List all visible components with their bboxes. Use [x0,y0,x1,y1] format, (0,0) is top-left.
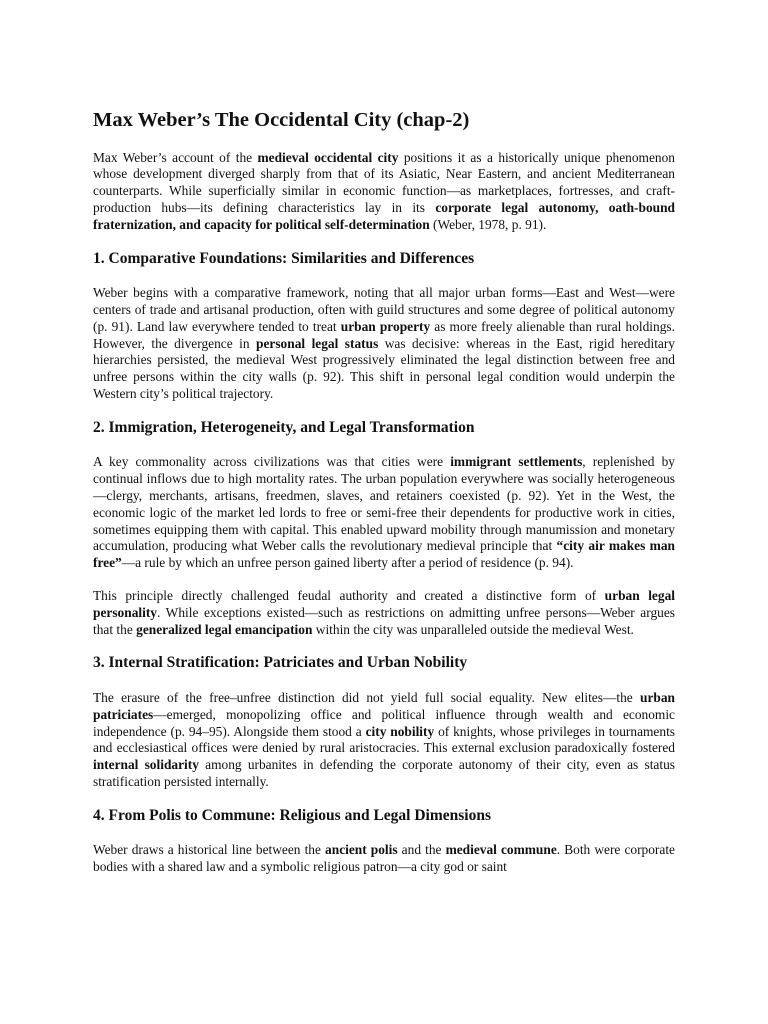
section-heading: 3. Internal Stratification: Patriciates and Urban Nobility [93,654,468,672]
text-run: within the city was unparalleled outside the medieval West. [312,621,634,637]
text-run: This principle directly challenged feudal authority and created a distinctive form of [93,587,605,603]
text-run: —emerged, monopolizing office and political influence through wealth and economic independence (p. 94–95). Alongside them stood a [93,706,675,739]
intro-paragraph [93,150,675,234]
section-1 [93,250,675,403]
text-run: . While exceptions existed—such as restrictions on admitting unfree persons—Weber argues that the [93,604,675,637]
bold-term: corporate legal autonomy, oath-bound fraternization, and capacity for political self-determination [93,199,675,232]
text-run: Max Weber’s account of the [93,149,258,165]
bold-term: city nobility [365,723,435,739]
section-4 [93,807,675,876]
bold-term: immigrant settlements [450,454,583,470]
bold-term: urban patriciates [93,689,675,722]
section-heading: 2. Immigration, Heterogeneity, and Legal Transformation [93,418,475,436]
section-paragraph [93,690,675,791]
section-paragraph [93,588,675,638]
section-paragraph [93,285,675,403]
text-run: of knights, whose privileges in tournaments and ecclesiastical offices were denied by rural aristocracies. This external exclusion paradoxically fostered [93,723,676,756]
text-run: Weber draws a historical line between the [93,842,326,858]
bold-term: personal legal status [256,335,379,351]
bold-term: internal solidarity [93,757,199,773]
text-run: A key commonality across civilizations was that cities were [93,454,451,470]
text-run: The erasure of the free–unfree distinction did not yield full social equality. New elites—the [93,689,641,705]
bold-term: medieval occidental city [257,149,399,165]
section-paragraph [93,454,675,572]
text-run: . Both were corporate bodies with a shared law and a symbolic religious patron—a city god or saint [93,842,675,875]
bold-term: “city air makes man free” [93,538,675,571]
bold-term: medieval commune [445,842,557,858]
document-title: Max Weber’s The Occidental City (chap-2) [93,109,470,131]
document-page [93,108,675,892]
section-heading: 1. Comparative Foundations: Similarities and Differences [93,249,475,267]
text-run: , replenished by continual inflows due to high mortality rates. The urban population everywhere was socially heterogeneous—clergy, merchants, artisans, freedmen, slaves, and retainers coexisted (p. 92). Yet in the West, the economic logic of the market led lords to free or semi-free their dependents for productive work in cities, sometimes equipping them with capital. This enabled upward mobility through manumission and monetary accumulation, producing what Weber calls the revolutionary medieval principle that [93,454,676,554]
text-run: Weber begins with a comparative framework, noting that all major urban forms—East and West—were centers of trade and artisanal production, often with guild structures and some degree of political autonomy (p. 91). Land law everywhere tended to treat [93,285,675,334]
text-run: was decisive: whereas in the East, rigid hereditary hierarchies persisted, the medieval West progressively eliminated the legal distinction between free and unfree persons within the city walls (p. 92). This shift in personal legal condition would underpin the Western city’s political trajectory. [93,335,676,401]
section-2 [93,419,675,639]
section-3 [93,654,675,790]
text-run: among urbanites in defending the corporate autonomy of their city, even as status stratification persisted internally. [93,757,675,789]
bold-term: ancient polis [325,842,398,858]
section-paragraph [93,842,675,876]
text-run: as more freely alienable than rural holdings. However, the divergence in [93,318,675,351]
text-run: (Weber, 1978, p. 91). [429,216,547,232]
bold-term: urban property [340,318,431,334]
text-run: and the [397,842,446,858]
bold-term: urban legal personality [93,587,675,620]
text-run: positions it as a historically unique phenomenon whose development diverged sharply from that of its Asiatic, Near Eastern, and ancient Mediterranean counterparts. While superficially similar in economic function—as marketplaces, fortresses, and craft-production hubs—its defining characteristics lay in its [93,149,675,215]
bold-term: generalized legal emancipation [136,621,313,637]
section-heading: 4. From Polis to Commune: Religious and Legal Dimensions [93,806,491,824]
text-run: —a rule by which an unfree person gained liberty after a period of residence (p. 94). [121,555,574,571]
